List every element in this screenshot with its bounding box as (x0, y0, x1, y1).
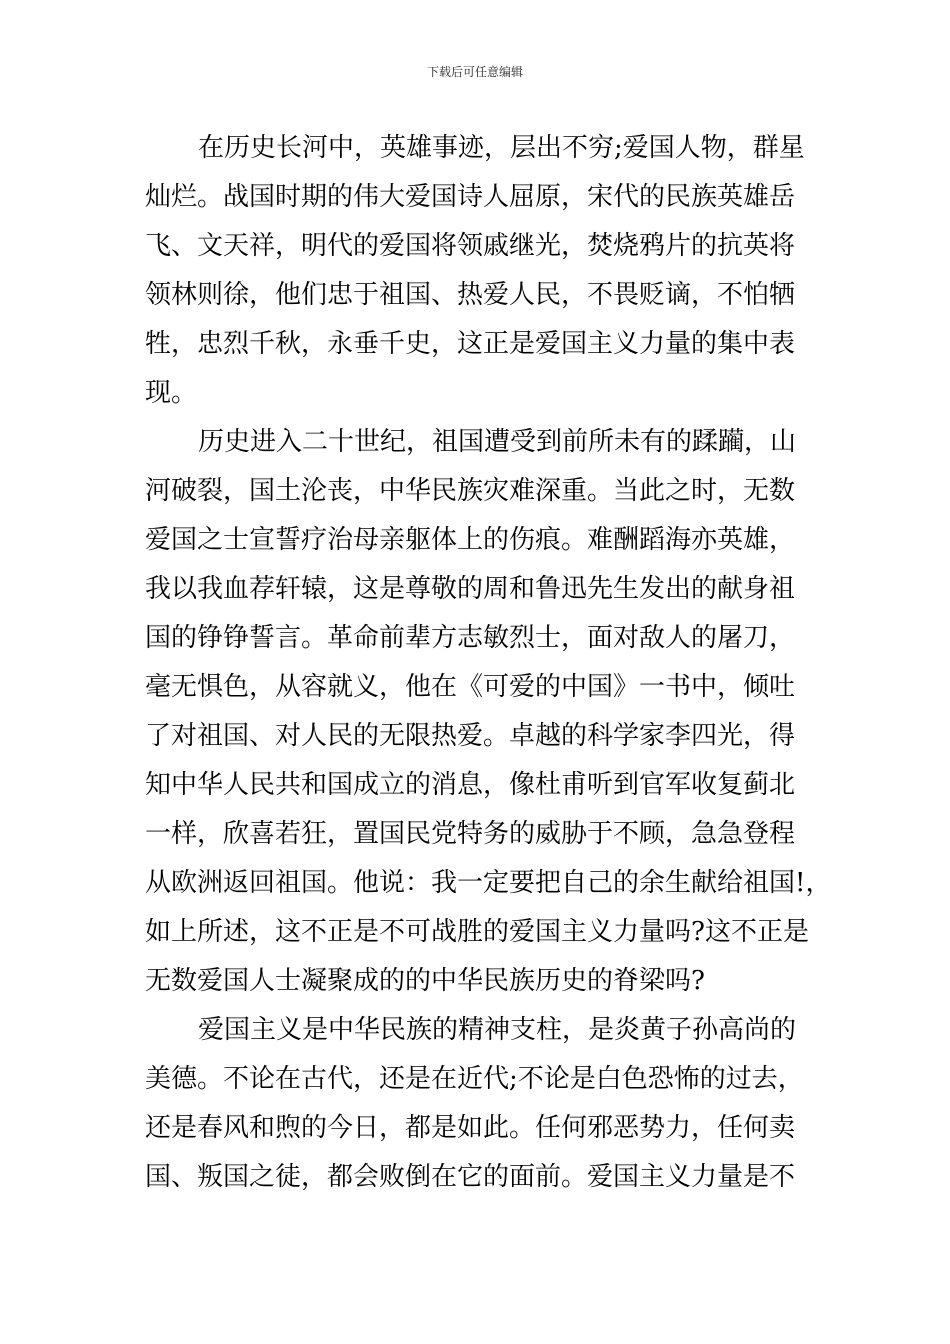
text-line: 飞、文天祥，明代的爱国将领戚继光，焚烧鸦片的抗英将 (145, 231, 796, 261)
document-body (145, 124, 832, 1202)
text-line: 灿烂。战国时期的伟大爱国诗人屈原，宋代的民族英雄岳 (145, 182, 796, 212)
text-line: 无数爱国人士凝聚成的的中华民族历史的脊梁吗? (145, 966, 705, 996)
text-line: 领林则徐，他们忠于祖国、热爱人民，不畏贬谪，不怕牺 (145, 280, 796, 310)
text-line: 我以我血荐轩辕，这是尊敬的周和鲁迅先生发出的献身祖 (145, 574, 796, 604)
text-line: 现。 (145, 378, 198, 408)
page-header: 下载后可任意编辑 (426, 65, 523, 79)
text-line: 从欧洲返回祖国。他说：我一定要把自己的余生献给祖国!， (145, 868, 832, 898)
text-line: 牲，忠烈千秋，永垂千史，这正是爱国主义力量的集中表 (145, 329, 796, 359)
paragraph (145, 1006, 813, 1202)
text-line: 河破裂，国土沦丧，中华民族灾难深重。当此之时，无数 (145, 476, 796, 506)
paragraph (145, 124, 813, 418)
text-line: 爱国主义是中华民族的精神支柱，是炎黄子孙高尚的 (198, 1015, 797, 1045)
text-line: 毫无惧色，从容就义，他在《可爱的中国》一书中，倾吐 (145, 672, 796, 702)
text-line: 历史进入二十世纪，祖国遭受到前所未有的蹂躏，山 (198, 427, 797, 457)
text-line: 如上所述，这不正是不可战胜的爱国主义力量吗?这不正是 (145, 917, 809, 947)
text-line: 一样，欣喜若狂，置国民党特务的威胁于不顾，急急登程 (145, 819, 796, 849)
text-line: 爱国之士宣誓疗治母亲躯体上的伤痕。难酬蹈海亦英雄， (145, 525, 796, 555)
text-line: 还是春风和煦的今日，都是如此。任何邪恶势力，任何卖 (145, 1113, 796, 1143)
text-line: 了对祖国、对人民的无限热爱。卓越的科学家李四光，得 (145, 721, 796, 751)
text-line: 知中华人民共和国成立的消息，像杜甫听到官军收复蓟北 (145, 770, 796, 800)
text-line: 在历史长河中，英雄事迹，层出不穷;爱国人物，群星 (198, 133, 805, 163)
text-line: 美德。不论在古代，还是在近代;不论是白色恐怖的过去， (145, 1064, 804, 1094)
text-line: 国的铮铮誓言。革命前辈方志敏烈士，面对敌人的屠刀， (145, 623, 796, 653)
paragraph (145, 418, 832, 1006)
text-line: 国、叛国之徒，都会败倒在它的面前。爱国主义力量是不 (145, 1162, 796, 1192)
